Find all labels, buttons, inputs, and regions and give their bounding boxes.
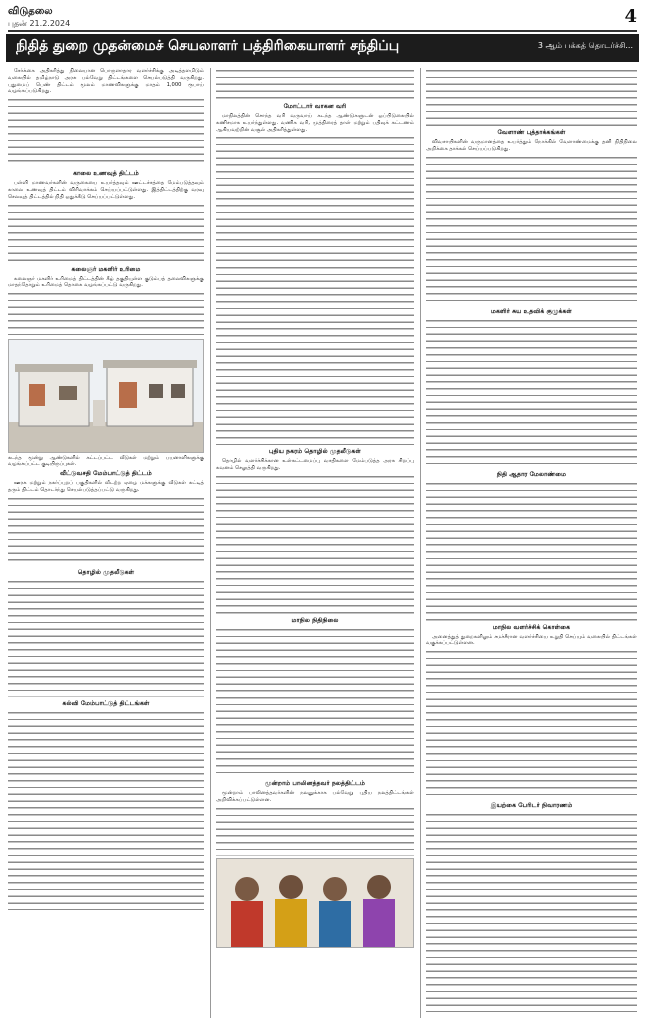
- people-illustration: [217, 859, 413, 947]
- subheading: மூன்றாம் பாலினத்தவர் நலத்திட்டம்: [265, 779, 365, 787]
- housing-photo: [8, 339, 204, 453]
- photo-caption: கடந்த மூன்று ஆண்டுகளில் கட்டப்பட்ட வீடுகள் மற்றும் பயனாளிகளுக்கு வழங்கப்பட்ட குடியிருப்புகள்.: [8, 455, 204, 468]
- subheading: புதிய நகரம் தொழில் முதலீடுகள்: [269, 448, 361, 456]
- subheading: மாநில நிதிநிலை: [291, 616, 339, 624]
- article-paragraph: பள்ளி மாணவர்களின் வருகையை உயர்த்தவும் ஊட்டச்சத்தை மேம்படுத்தவும் காலை உணவுத் திட்டம் விரிவாக்கம் செய்யப்பட்டுள்ளது. இத்திட்டத்திற்கு வரவு செலவுத் திட்டத்தில் நிதி ஒதுக்கீடு செய்யப்பட்டுள்ளது.: [8, 180, 204, 200]
- subheading: நிதி ஆதார மேலாண்மை: [496, 470, 567, 478]
- subheading: வேளாண் புத்தாக்கங்கள்: [497, 129, 566, 136]
- article-paragraph: ஊரக மற்றும் நகர்ப்புறப் பகுதிகளில் வீடற்ற ஏழை மக்களுக்கு வீடுகள் கட்டித் தரும் திட்டம் தொடர்ந்து செயல்படுத்தப்பட்டு வருகிறது.: [8, 480, 204, 493]
- headline: நிதித் துறை முதன்மைச் செயலாளர் பத்திரிகையாளர் சந்திப்பு: [16, 38, 400, 54]
- continued-note: 3 ஆம் பக்கத் தொடர்ச்சி...: [537, 41, 633, 50]
- article-text-block: [426, 481, 637, 621]
- article-paragraph: தொழில் வளர்ச்சிக்கான உள்கட்டமைப்பு வசதிகளை மேம்படுத்த அரசு சிறப்பு கவனம் செலுத்தி வருகிறது.: [216, 458, 414, 472]
- subheading: கலைஞர் மகளிர் உரிமை: [71, 265, 141, 273]
- house-illustration: [9, 340, 203, 452]
- article-text-block: [8, 710, 204, 910]
- subheading: மாநில வளர்ச்சிக் கொள்கை: [492, 623, 571, 631]
- page-number: 4: [624, 6, 637, 27]
- column-2: [216, 68, 414, 1018]
- article-text-block: [426, 68, 637, 126]
- group-photo: [216, 858, 414, 948]
- article-text-block: [8, 203, 204, 263]
- column-1: [8, 68, 204, 1018]
- column-divider: [210, 68, 211, 1018]
- article-paragraph: விவசாயிகளின் வருமானத்தை உயர்த்தும் நோக்கில் வேளாண்மைக்கு தனி நிதிநிலை அறிக்கை தாக்கல் செய்யப்படுகிறது.: [426, 139, 637, 152]
- subheading: மோட்டார் வாகன வரி: [283, 103, 347, 110]
- column-3: [426, 68, 637, 1018]
- subheading: மகளிர் சுய உதவிக் குழுக்கள்: [490, 307, 573, 315]
- article-text-block: [216, 627, 414, 777]
- article-paragraph: கலைஞர் மகளிர் உரிமைத் திட்டத்தின் கீழ் தகுதியுள்ள குடும்பத் தலைவிகளுக்கு மாதந்தோறும் உரிமைத் தொகை வழங்கப்பட்டு வருகிறது.: [8, 275, 204, 289]
- article-text-block: [8, 496, 204, 566]
- publication-date: புதன் 21.2.2024: [8, 19, 71, 28]
- subheading: கல்வி மேம்பாட்டுத் திட்டங்கள்: [62, 699, 150, 707]
- article-text-block: [216, 135, 414, 265]
- masthead: விடுதலை: [8, 6, 53, 17]
- article-text-block: [426, 649, 637, 799]
- article-paragraph: சேர்க்கை அதிகரித்து நிலையான பொருளாதார வளர்ச்சிக்கு அடித்தளமிடும் வகையில் தமிழ்நாடு அரசு பல்வேறு திட்டங்களை செயல்படுத்தி வருகிறது. புதுமைப் பெண் திட்டம் மூலம் மாணவிகளுக்கு மாதம் 1,000 ரூபாய் வழங்கப்படுகிறது.: [8, 68, 204, 95]
- article-text-block: [426, 155, 637, 305]
- article-text-block: [216, 474, 414, 614]
- article-text-block: [8, 291, 204, 337]
- subheading: வீட்டுவசதி மேம்பாட்டுத் திட்டம்: [60, 470, 152, 478]
- page-header: [8, 4, 637, 32]
- article-text-block: [426, 318, 637, 468]
- article-text-block: [426, 812, 637, 1012]
- article-paragraph: மாநிலத்தின் சொந்த வரி வருவாய் கடந்த ஆண்டுகளுடன் ஒப்பிடுகையில் கணிசமாக உயர்ந்துள்ளது. வணிக வரி, முத்திரைத் தாள் மற்றும் பதிவுக் கட்டணம் ஆகியவற்றின் வசூல் அதிகரித்துள்ளது.: [216, 113, 414, 133]
- article-text-block: [216, 68, 414, 100]
- article-text-block: [216, 806, 414, 856]
- column-divider: [420, 68, 421, 1018]
- headline-banner: [6, 34, 639, 62]
- subheading: தொழில் முதலீடுகள்: [77, 568, 135, 576]
- article-paragraph: மூன்றாம் பாலினத்தவர்களின் நலனுக்காக பல்வேறு புதிய நலத்திட்டங்கள் அறிவிக்கப்பட்டுள்ளன.: [216, 789, 414, 803]
- subheading: இயற்கை பேரிடர் நிவாரணம்: [490, 802, 573, 810]
- article-text-block: [8, 579, 204, 697]
- article-text-block: [216, 265, 414, 445]
- subheading: காலை உணவுத் திட்டம்: [73, 170, 139, 178]
- article-text-block: [8, 97, 204, 167]
- article-paragraph: அனைத்துத் துறைகளிலும் சமச்சீரான வளர்ச்சியை உறுதி செய்யும் வகையில் திட்டங்கள் வகுக்கப்பட்டுள்ளன.: [426, 633, 637, 647]
